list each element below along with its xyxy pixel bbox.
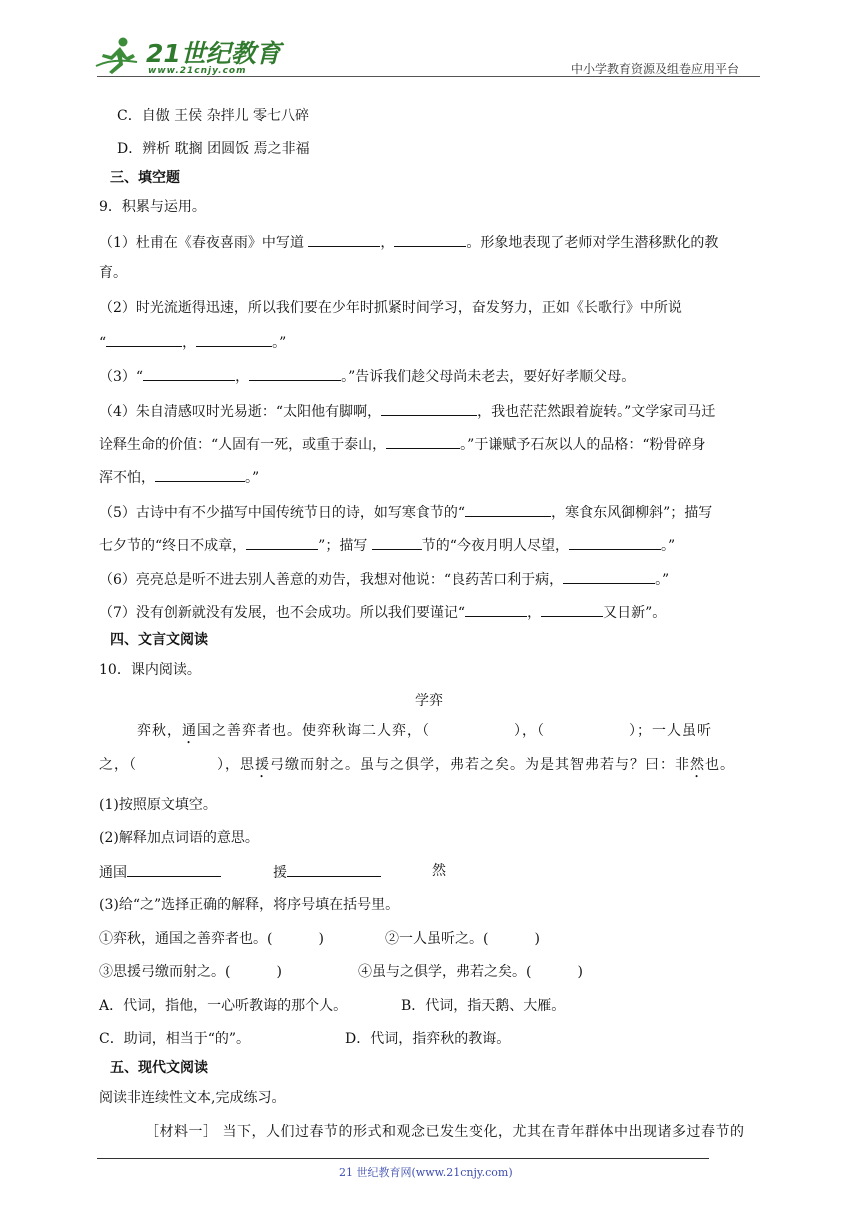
question-9: 9．积累与运用。 (99, 199, 206, 215)
blank (381, 401, 477, 416)
q9-item-5-cont: 七夕节的“终日不成章， ”；描写 节的“今夜月明人尽望， 。” (99, 535, 675, 555)
option-d: D．辨析 耽搁 团圆饭 焉之非福 (117, 141, 310, 157)
section-title-3: 三、填空题 (110, 170, 180, 186)
q9-item-4-cont2: 浑不怕， 。” (99, 467, 259, 487)
blank (287, 862, 381, 877)
footer-text: 21 世纪教育网(www.21cnjy.com) (339, 1166, 513, 1179)
logo-url: www.21cnjy.com (148, 66, 247, 76)
blank (569, 535, 661, 550)
q9-item-1-cont: 育。 (99, 265, 127, 281)
q9-item-2-cont: “ ， 。” (99, 332, 286, 352)
blank (563, 569, 655, 584)
word-yuan: 援 (273, 862, 381, 882)
passage-line-2: 之，（ ），思援弓缴而射之。虽与之俱学，弗若之矣。为是其智弗若与？曰：非然也。 (99, 757, 735, 773)
runner-logo-icon (93, 36, 145, 76)
blank (394, 232, 466, 247)
blank (308, 232, 380, 247)
blank (541, 602, 603, 617)
q9-item-2: （2）时光流逝得迅速，所以我们要在少年时抓紧时间学习，奋发努力，正如《长歌行》中所说 (99, 300, 682, 316)
word-tongguo: 通国 (99, 862, 221, 882)
choice-3: ③思援弓缴而射之。( ) (99, 964, 282, 980)
blank (249, 366, 341, 381)
passage-line-1: 弈秋，通国之善弈者也。使弈秋诲二人弈，（ ），（ ）；一人虽听 (137, 723, 712, 739)
blank (155, 467, 245, 482)
material-1: ［材料一］ 当下，人们过春节的形式和观念已发生变化，尤其在青年群体中出现诸多过春节的 (145, 1124, 745, 1140)
section-title-4: 四、文言文阅读 (110, 632, 208, 648)
q9-item-5: （5）古诗中有不少描写中国传统节日的诗，如写寒食节的“ ，寒食东风御柳斜”；描写 (99, 502, 712, 522)
word-ran: 然 (432, 863, 446, 879)
sub-question-3: (3)给“之”选择正确的解释，将序号填在括号里。 (99, 897, 400, 913)
choice-4: ④虽与之俱学，弗若之矣。( ) (358, 964, 583, 980)
sub-question-1: (1)按照原文填空。 (99, 797, 217, 813)
q9-item-4: （4）朱自清感叹时光易逝：“太阳他有脚啊， ，我也茫茫然跟着旋转。”文学家司马迁 (99, 401, 715, 421)
section5-intro: 阅读非连续性文本,完成练习。 (99, 1090, 286, 1106)
q9-item-6: （6）亮亮总是听不进去别人善意的劝告，我想对他说：“良药苦口利于病， 。” (99, 569, 669, 589)
logo-text: 21世纪教育 (146, 39, 281, 68)
choice-1: ①弈秋，通国之善弈者也。( ) (99, 931, 324, 947)
q9-item-1: （1）杜甫在《春夜喜雨》中写道 ， 。形象地表现了老师对学生潜移默化的教 (99, 232, 718, 252)
blank (246, 535, 318, 550)
passage-title: 学弈 (415, 693, 443, 709)
blank (372, 535, 422, 550)
option-c2: C．助词，相当于“的”。 (99, 1031, 251, 1047)
option-d2: D．代词，指弈秋的教诲。 (345, 1031, 511, 1047)
q9-item-3: （3）“ ， 。”告诉我们趁父母尚未老去，要好好孝顺父母。 (99, 366, 635, 386)
section-title-5: 五、现代文阅读 (110, 1060, 208, 1076)
blank (127, 862, 221, 877)
option-a: A．代词，指他，一心听教诲的那个人。 (99, 998, 348, 1014)
footer-rule (97, 1158, 709, 1159)
blank (465, 602, 527, 617)
blank (465, 502, 551, 517)
sub-question-2: (2)解释加点词语的意思。 (99, 830, 259, 846)
header-rule (97, 76, 760, 77)
option-b: B．代词，指天鹅、大雁。 (401, 998, 566, 1014)
option-c: C．自傲 王侯 杂拌儿 零七八碎 (117, 108, 310, 124)
q9-item-7: （7）没有创新就没有发展，也不会成功。所以我们要谨记“ ， 又日新”。 (99, 602, 666, 622)
blank (386, 434, 460, 449)
header-right-text: 中小学教育资源及组卷应用平台 (571, 62, 740, 76)
choice-2: ②一人虽听之。( ) (385, 931, 540, 947)
blank (196, 332, 272, 347)
blank (143, 366, 235, 381)
question-10: 10．课内阅读。 (99, 662, 201, 678)
blank (106, 332, 182, 347)
q9-item-4-cont: 诠释生命的价值：“人固有一死，或重于泰山， 。”于谦赋予石灰以人的品格：“粉骨碎身 (99, 434, 705, 454)
